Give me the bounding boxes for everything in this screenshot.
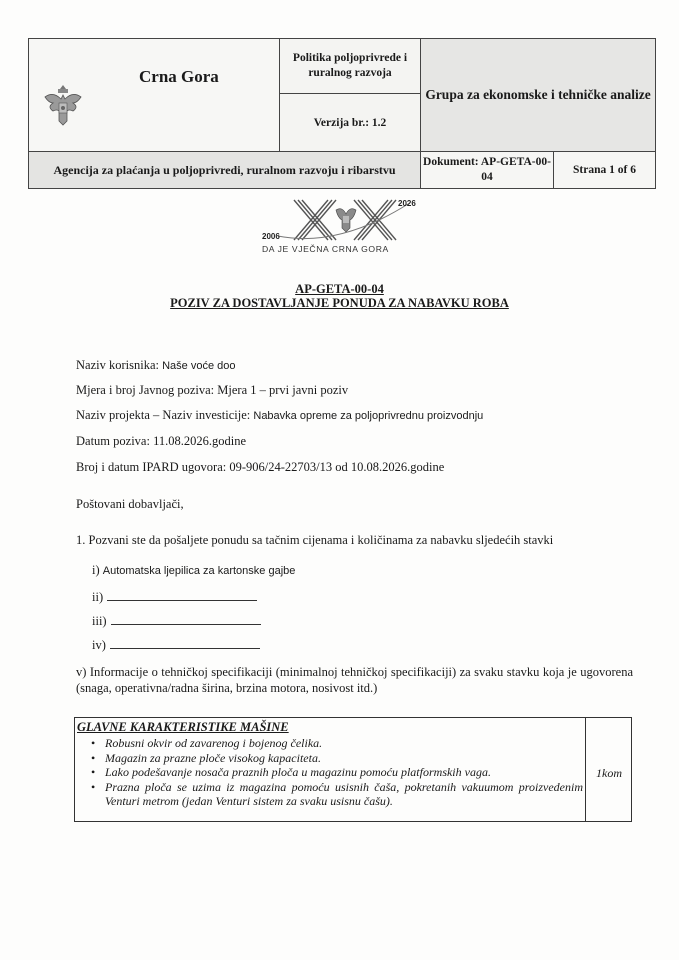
measure-line: Mjera i broj Javnog poziva: Mjera 1 – prvi javni poziv xyxy=(76,383,349,397)
document-title: POZIV ZA DOSTAVLJANJE PONUDA ZA NABAVKU ROBA xyxy=(170,296,509,310)
logo-year-start: 2006 xyxy=(262,232,280,241)
country-name: Crna Gora xyxy=(139,67,219,86)
project-label: Naziv projekta – Naziv investicije: xyxy=(76,408,251,422)
specification-paragraph: v) Informacije o tehničkoj specifikaciji (minimalnoj tehničkoj specifikaciji) za svaku stavku koja je ugovorena (snaga, operativna/radna širina, brzina motora, nosivost itd.) xyxy=(76,665,633,695)
user-name-label: Naziv korisnika: xyxy=(76,358,159,372)
greeting: Poštovani dobavljači, xyxy=(76,497,184,511)
machine-feature-item: • Robusni okvir od zavarenog i bojenog čelika. xyxy=(93,736,583,751)
page-number-cell: Strana 1 of 6 xyxy=(554,152,656,189)
machine-feature-list xyxy=(93,736,583,809)
machine-quantity: 1kom xyxy=(596,766,622,780)
document-code: AP-GETA-00-04 xyxy=(295,282,384,296)
item-iii-blank xyxy=(111,612,261,625)
logo-slogan: DA JE VJEČNA CRNA GORA xyxy=(262,244,389,254)
machine-table-heading: GLAVNE KARAKTERISTIKE MAŠINE xyxy=(77,720,289,734)
item-i xyxy=(92,563,295,578)
item-iv xyxy=(92,636,260,653)
item-i-label: i) xyxy=(92,563,100,577)
item-ii-blank xyxy=(107,588,257,601)
version-cell: Verzija br.: 1.2 xyxy=(280,94,421,152)
group-cell: Grupa za ekonomske i tehničke analize xyxy=(421,39,656,152)
item-ii xyxy=(92,588,257,605)
user-name-value: Naše voće doo xyxy=(162,360,236,372)
item-ii-label: ii) xyxy=(92,590,104,604)
item-iii-label: iii) xyxy=(92,614,107,628)
machine-table-divider xyxy=(585,718,586,821)
agency-cell: Agencija za plaćanja u poljoprivredi, ruralnom razvoju i ribarstvu xyxy=(29,152,421,189)
document-header-table xyxy=(28,38,656,189)
country-cell xyxy=(29,39,280,152)
machine-characteristics-table xyxy=(74,717,632,822)
logo-year-end: 2026 xyxy=(398,199,416,208)
item-i-value: Automatska ljepilica za kartonske gajbe xyxy=(102,565,296,577)
user-name-line xyxy=(76,358,235,373)
project-value: Nabavka opreme za poljoprivrednu proizvodnju xyxy=(253,410,484,422)
item-iii xyxy=(92,612,261,629)
invitation-text: 1. Pozvani ste da pošaljete ponudu sa tačnim cijenama i količinama za nabavku sljedećih stavki xyxy=(76,533,554,547)
eagle-emblem-icon xyxy=(336,209,356,232)
item-iv-blank xyxy=(110,636,260,649)
date-line: Datum poziva: 11.08.2026.godine xyxy=(76,434,246,448)
project-line xyxy=(76,408,483,423)
machine-feature-item: • Lako podešavanje nosača praznih ploča u magazinu pomoću platformskih vaga. xyxy=(93,765,583,780)
item-iv-label: iv) xyxy=(92,638,106,652)
coat-of-arms-icon xyxy=(39,81,87,129)
machine-feature-item: • Magazin za prazne ploče visokog kapaciteta. xyxy=(93,751,583,766)
policy-cell: Politika poljoprivrede i ruralnog razvoja xyxy=(280,39,421,94)
machine-feature-item: • Prazna ploča se uzima iz magazina pomoću usisnih čaša, pokretanih vakuumom proizvedenim Venturi metrom (jedan Venturi sistem za svaku usisnu čašu). xyxy=(93,780,583,809)
document-code-cell: Dokument: AP-GETA-00-04 xyxy=(421,152,554,189)
contract-line: Broj i datum IPARD ugovora: 09-906/24-22703/13 od 10.08.2026.godine xyxy=(76,460,445,474)
